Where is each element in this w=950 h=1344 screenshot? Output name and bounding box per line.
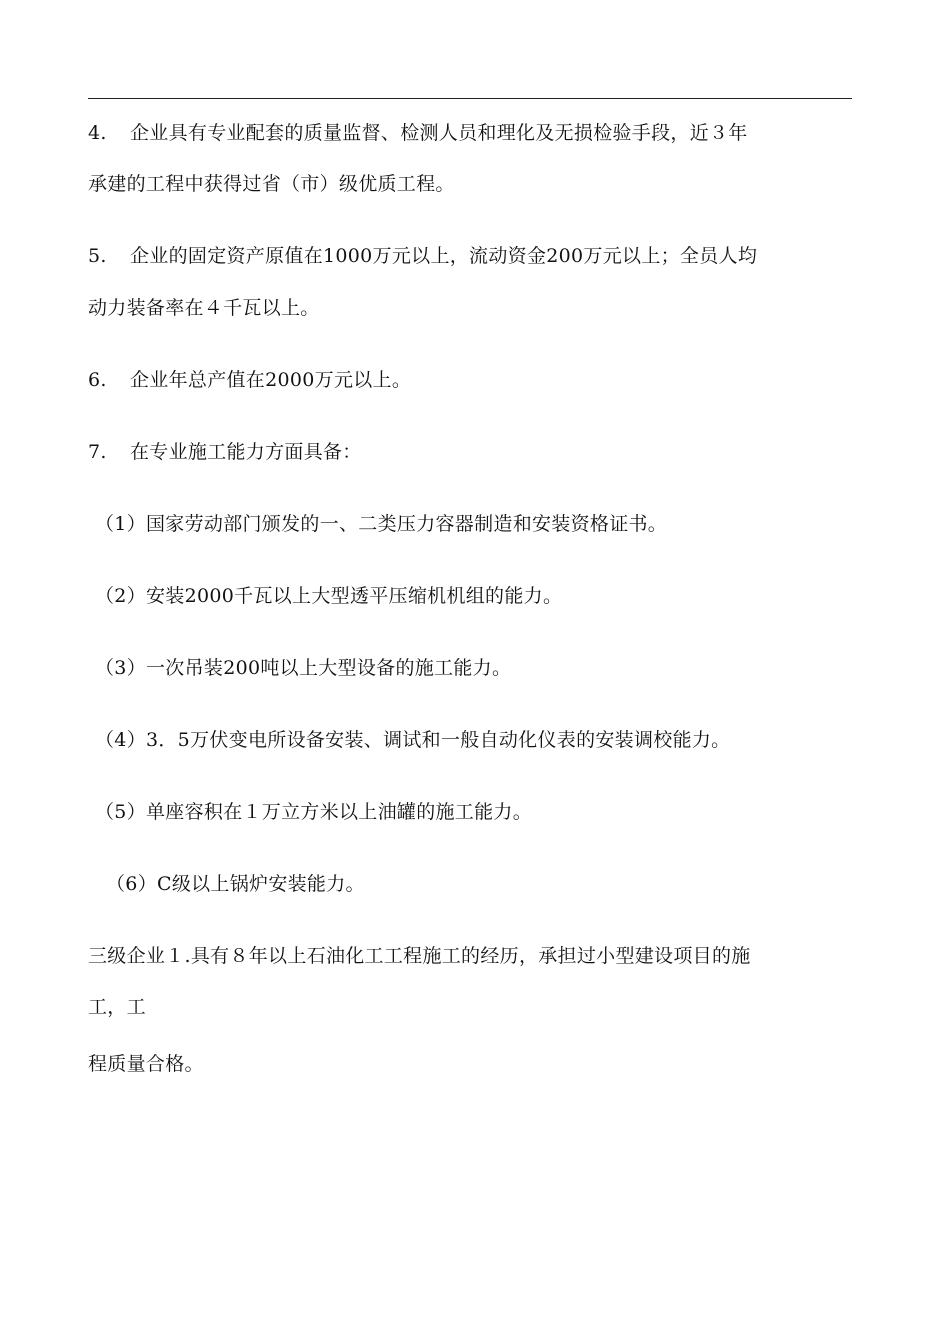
sub-item-3: （3）一次吊装200吨以上大型设备的施工能力。	[95, 657, 512, 679]
item-5-line-2	[88, 296, 320, 320]
item-text: 企业的固定资产原值在1000万元以上，流动资金200万元以上；全员人均	[130, 245, 758, 267]
item-text: 企业年总产值在2000万元以上。	[130, 369, 412, 391]
item-number: 6.	[88, 369, 107, 391]
sub-item-1: （1）国家劳动部门颁发的一、二类压力容器制造和安装资格证书。	[95, 513, 668, 535]
grade-3-line-3: 程质量合格。	[88, 1053, 204, 1075]
sub-item-5: （5）单座容积在１万立方米以上油罐的施工能力。	[95, 801, 532, 823]
item-text: 在专业施工能力方面具备：	[130, 441, 362, 463]
item-text: 承建的工程中获得过省（市）级优质工程。	[88, 173, 455, 195]
item-4-line-1	[88, 121, 748, 145]
sub-item-2: （2）安装2000千瓦以上大型透平压缩机机组的能力。	[95, 585, 563, 607]
item-text: 动力装备率在４千瓦以上。	[88, 297, 320, 319]
grade-3-line-1: 三级企业１.具有８年以上石油化工工程施工的经历，承担过小型建设项目的施	[88, 945, 751, 967]
item-number: 5.	[88, 245, 107, 267]
item-6	[88, 368, 411, 392]
item-number: 4.	[88, 122, 107, 144]
item-7	[88, 440, 362, 464]
header-rule	[88, 98, 852, 99]
item-5-line-1	[88, 244, 757, 268]
grade-3-line-2: 工，工	[88, 996, 146, 1018]
item-text: 企业具有专业配套的质量监督、检测人员和理化及无损检验手段，近３年	[130, 122, 748, 144]
sub-item-4: （4）3．5万伏变电所设备安装、调试和一般自动化仪表的安装调校能力。	[95, 729, 731, 751]
item-number: 7.	[88, 441, 107, 463]
sub-item-6: （6）C级以上锅炉安装能力。	[106, 873, 365, 895]
item-4-line-2	[88, 172, 455, 196]
